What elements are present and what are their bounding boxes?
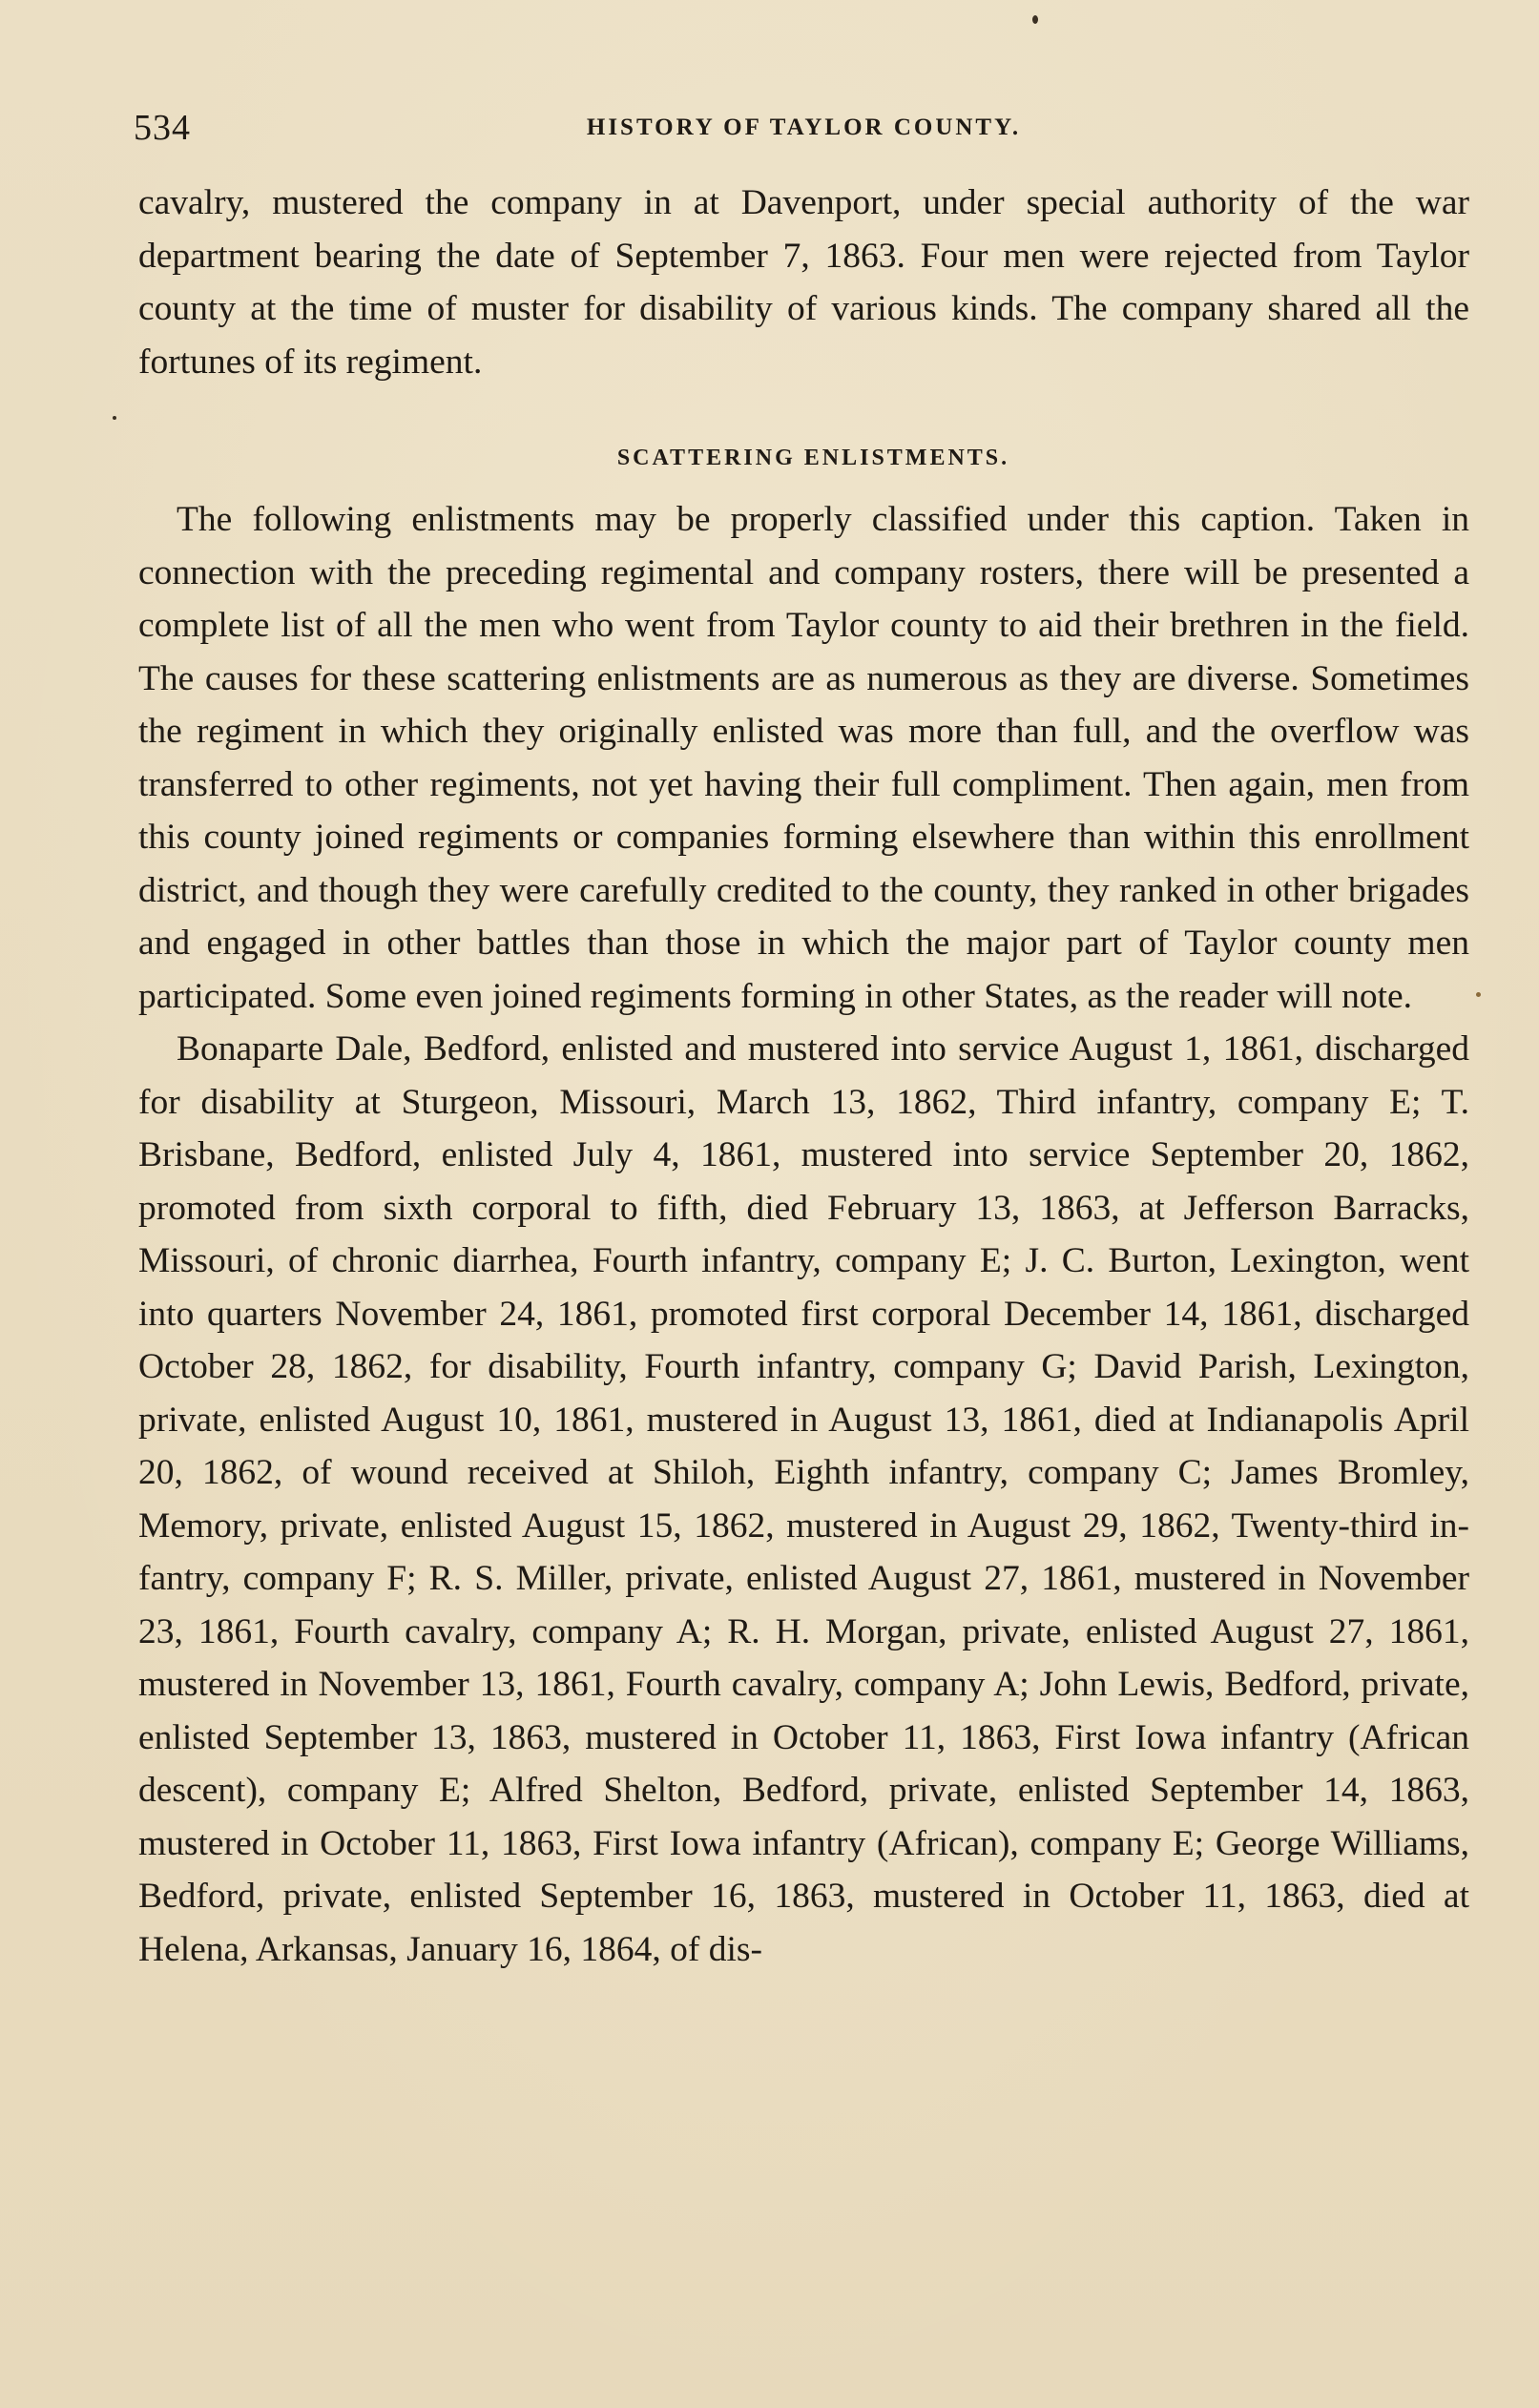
page-number: 534 <box>134 108 191 148</box>
roster-paragraph: Bonaparte Dale, Bedford, enlisted and mustered into service August 1, 1861, discharged for disability at Sturgeon, Missouri, March 13, 1862, Third infantry, company E; T. Brisbane, Bedford, enlisted July 4, 1861, mustered into service September 20, 1862, promoted from sixth corporal to fifth, died February 13, 1863, at Jefferson Barracks, Missouri, of chronic diarrhea, Fourth infantry, company E; J. C. Burton, Lexington, went into quarters November 24, 1861, promoted first corporal December 14, 1861, discharged October 28, 1862, for disability, Fourth infantry, company G; David Parish, Lexington, private, enlisted August 10, 1861, mustered in August 13, 1861, died at Indianapolis April 20, 1862, of wound received at Shiloh, Eighth infantry, company C; James Bromley, Memory, private, enlisted August 15, 1862, mustered in August 29, 1862, Twenty-third infantry, company F; R. S. Miller, private, enlisted August 27, 1861, mustered in November 23, 1861, Fourth cavalry, company A; R. H. Morgan, private, enlisted August 27, 1861, mustered in November 13, 1861, Fourth cavalry, company A; John Lewis, Bedford, private, enlisted September 13, 1863, mustered in October 11, 1863, First Iowa infantry (African descent), company E; Alfred Shelton, Bedford, private, enlisted September 14, 1863, mustered in October 11, 1863, First Iowa infantry (African), company E; George Williams, Bedford, private, enlisted September 16, 1863, mustered in October 11, 1863, died at Helena, Arkansas, January 16, 1864, of dis- <box>138 1029 1469 1969</box>
ink-speck <box>113 416 116 420</box>
page-body <box>138 176 1469 1976</box>
ink-speck <box>1032 15 1038 24</box>
ink-speck <box>1476 992 1481 997</box>
continued-paragraph: cavalry, mustered the company in at Davenport, under special authority of the war department bearing the date of September 7, 1863. Four men were rejected from Taylor county at the time of muster for disability of various kinds. The company shared all the fortunes of its regiment. <box>138 183 1469 382</box>
running-header <box>134 107 1474 155</box>
section-heading: SCATTERING ENLISTMENTS. <box>616 446 1010 470</box>
running-title: HISTORY OF TAYLOR COUNTY. <box>586 114 1022 140</box>
intro-paragraph: The following enlistments may be properly classified under this caption. Taken in connection with the preceding regimental and company rosters, there will be presented a complete list of all the men who went from Taylor county to aid their brethren in the field. The causes for these scattering enlistments are as numerous as they are diverse. Sometimes the regiment in which they originally enlisted was more than full, and the overflow was transferred to other regiments, not yet having their full compliment. Then again, men from this county joined regiments or companies forming elsewhere than within this enrollment district, and though they were carefully credited to the county, they ranked in other brigades and engaged in other battles than those in which the major part of Taylor county men participated. Some even joined regiments forming in other States, as the reader will note. <box>138 500 1469 1016</box>
